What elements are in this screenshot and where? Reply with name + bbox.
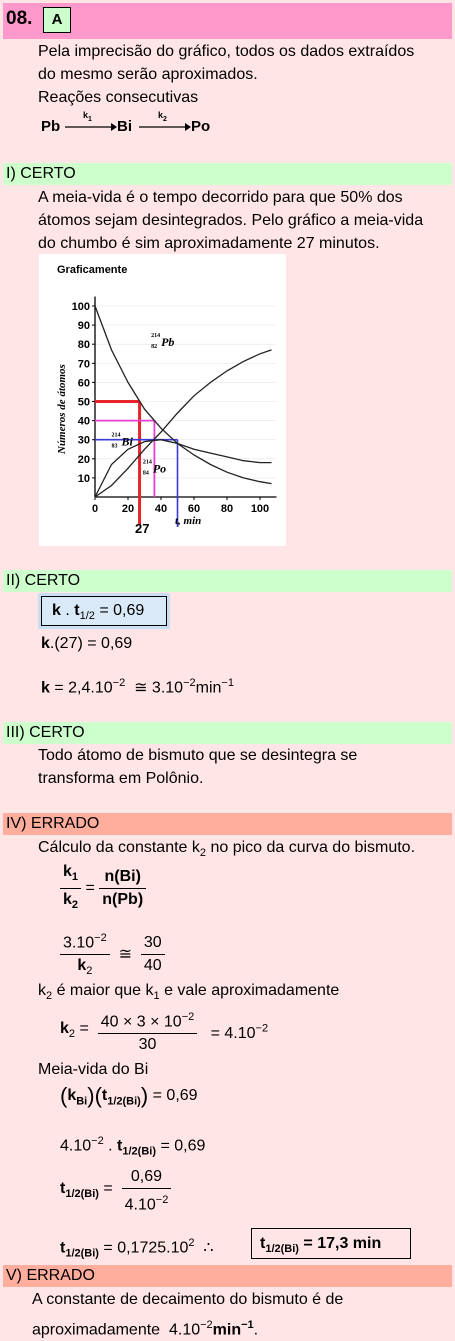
x-tick-label: 60 (187, 503, 201, 515)
arrow-2 (139, 122, 191, 132)
section-4-header: IV) ERRADO (3, 813, 452, 835)
s4-formula-2: $\frac{3.10^{-2}}{k_2}$ ≅ $\frac{30}{40}$ (60, 927, 165, 983)
s5-line1: A constante de decaimento do bismuto é de (32, 1291, 344, 1308)
answer-box (43, 7, 71, 33)
chart-ylabel: Números de átomos (56, 364, 68, 454)
chain-k1: $k_1$ (83, 110, 92, 123)
section-2-header: II) CERTO (3, 570, 452, 592)
arrow-1 (65, 122, 117, 132)
s5-line2: aproximadamente $4.10^{-2}\min^{-1}$. (32, 1319, 259, 1339)
s4-formula-1: $\frac{k_1}{k_2}$ = $\frac{n(Bi)}{n(Pb)}$ (60, 861, 146, 916)
x-tick-label: 100 (250, 503, 270, 515)
chart-annotation-27: 27 (135, 521, 150, 536)
s2-line3: $k = 2,4.10^{-2}$ ≅ $3.10^{-2}\min^{-1}$ (41, 677, 234, 697)
x-tick-label: 40 (154, 503, 168, 515)
label-name-po: Po (152, 461, 167, 476)
chain-k2: $k_2$ (158, 110, 167, 123)
s2-line2: k.(27) = 0,69 (41, 635, 133, 652)
s4-note: $k_2$ é maior que $k_1$ e vale aproximadamente (38, 982, 340, 1003)
s4-formula-3: $k_2$ = $\frac{40 \times 3 \times 10^{-2}}{30}$ = $4.10^{-2}$ (60, 1006, 268, 1056)
intro-line1: Pela imprecisão do gráfico, todos os dados extraídos (38, 43, 415, 60)
label-name-pb: Pb (161, 335, 175, 350)
y-tick-label: 50 (77, 396, 90, 409)
chain-bi: Bi (117, 118, 132, 135)
s4-final-box: $t_{1/2(Bi)} = 17,3$ min (251, 1228, 411, 1259)
y-tick-label: 60 (77, 377, 90, 390)
x-tick-label: 80 (220, 503, 234, 515)
y-tick-label: 90 (77, 320, 90, 333)
chain-pb: Pb (41, 118, 61, 135)
s4-m1: $(k_{Bi})(t_{1/2(Bi)}) = 0,69$ (60, 1083, 198, 1108)
chart-xlabel: t, min (175, 515, 202, 527)
label-atomic-bi: 83 (111, 443, 118, 450)
section-5-header: V) ERRADO (3, 1265, 452, 1287)
answer-letter: A (51, 11, 63, 28)
s3-line2: transforma em Polônio. (38, 770, 204, 787)
s4-m4: $t_{1/2(Bi)} = 0,1725.10^2$ ∴ (60, 1237, 214, 1260)
section-3-header: III) CERTO (3, 722, 452, 744)
label-mass-bi: 214 (111, 432, 121, 439)
question-number: 08. (6, 8, 33, 29)
s3-line1: Todo átomo de bismuto que se desintegra se (38, 747, 358, 764)
intro-line3: Reações consecutivas (38, 89, 199, 106)
y-tick-label: 30 (77, 434, 90, 447)
s4-intro: Cálculo da constante $k_2$ no pico da curva do bismuto. (38, 839, 416, 860)
label-atomic-po: 84 (142, 470, 149, 477)
s1-line2: átomos sejam desintegrados. Pelo gráfico a meia-vida (38, 212, 424, 229)
decay-chart (39, 254, 286, 546)
chart-title: Graficamente (57, 264, 128, 276)
s4-bi-title: Meia-vida do Bi (38, 1061, 149, 1078)
x-tick-label: 0 (91, 503, 99, 515)
y-tick-label: 70 (77, 358, 90, 371)
label-mass-po: 214 (142, 459, 152, 466)
x-tick-label: 20 (121, 503, 135, 515)
y-tick-label: 10 (77, 472, 90, 485)
s4-m2: $4.10^{-2}$ . $t_{1/2(Bi)} = 0,69$ (60, 1135, 206, 1158)
y-tick-label: 80 (77, 339, 90, 352)
chain-po: Po (191, 118, 211, 135)
section-1-header: I) CERTO (3, 163, 452, 185)
label-name-bi: Bi (121, 434, 133, 449)
y-tick-label: 20 (77, 453, 90, 466)
y-tick-label: 100 (71, 301, 90, 313)
label-mass-pb: 214 (151, 333, 161, 340)
s2-box-formula: k . $t_{1/2} = 0,69$ (41, 596, 167, 626)
y-tick-label: 40 (77, 415, 90, 428)
reaction-chain (41, 112, 241, 142)
label-atomic-pb: 82 (151, 344, 158, 351)
s4-m3: $t_{1/2(Bi)}$ = $\frac{0,69}{4.10^{-2}}$ (60, 1166, 171, 1216)
s1-line1: A meia-vida é o tempo decorrido para que 50% dos (38, 189, 403, 206)
s1-line3: do chumbo é sim aproximadamente 27 minutos. (38, 235, 380, 252)
intro-line2: do mesmo serão aproximados. (38, 66, 258, 83)
